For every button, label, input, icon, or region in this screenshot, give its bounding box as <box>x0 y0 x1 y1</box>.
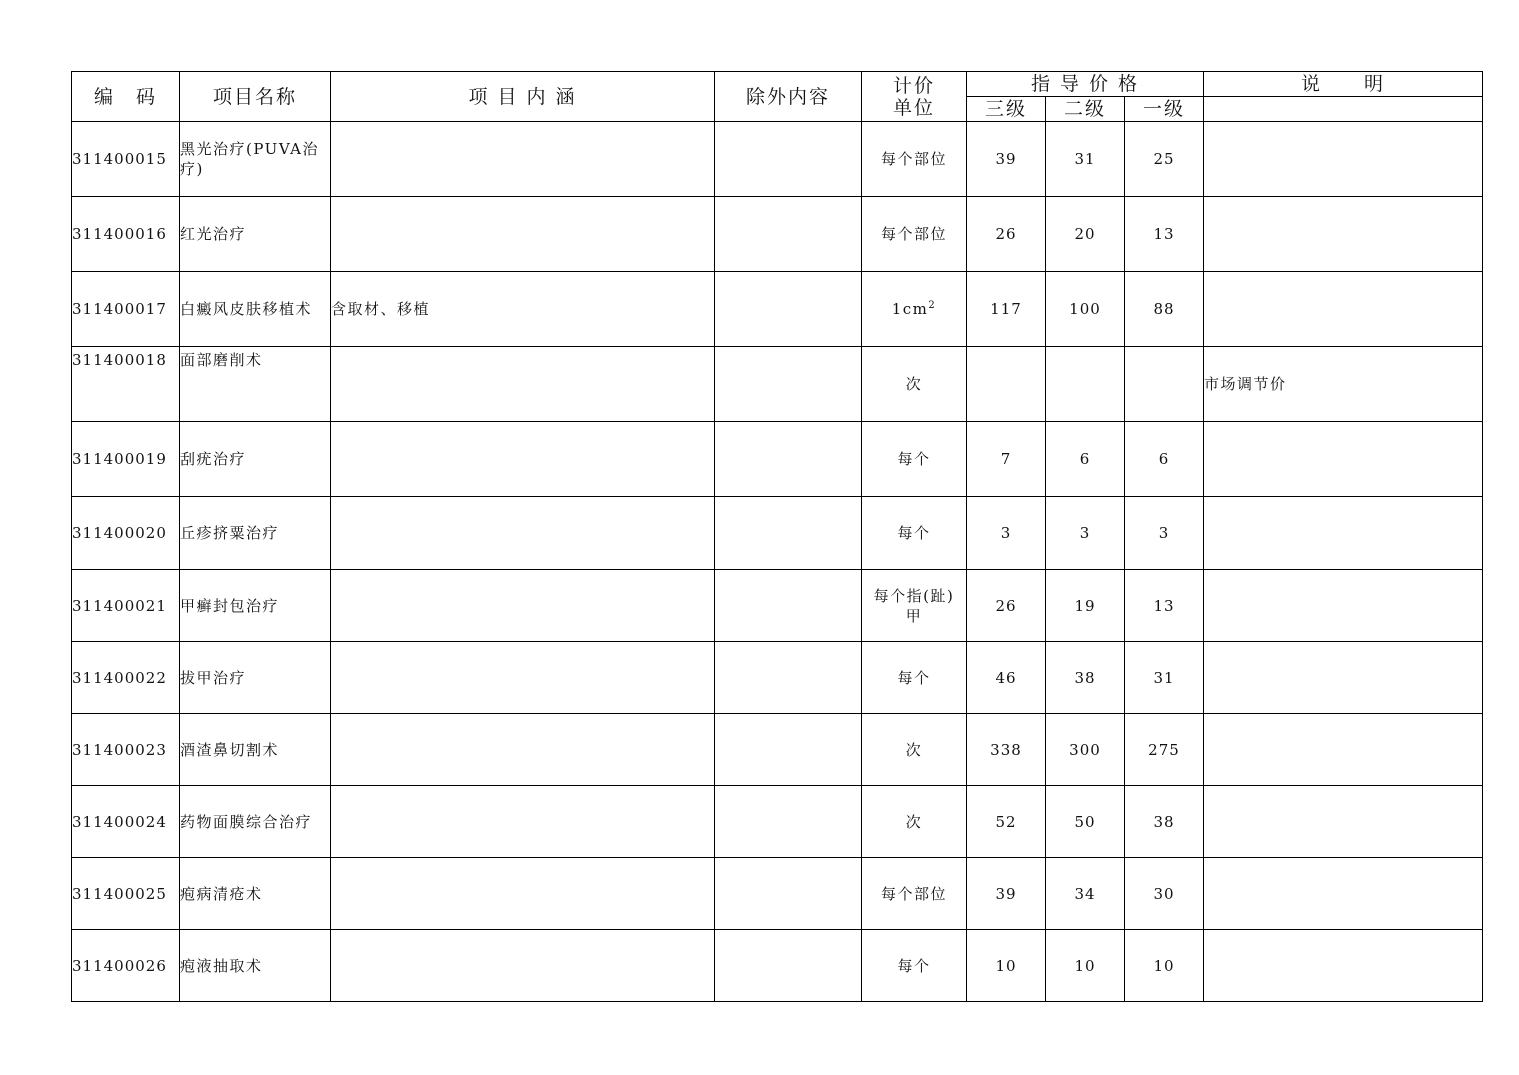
code-cell: 311400025 <box>72 858 180 930</box>
price-level2-cell: 34 <box>1046 858 1125 930</box>
code-cell: 311400022 <box>72 642 180 714</box>
table-body <box>72 122 1483 1002</box>
price-level3-cell: 52 <box>967 786 1046 858</box>
note-cell <box>1204 497 1483 570</box>
code-cell: 311400019 <box>72 422 180 497</box>
price-level1-cell: 88 <box>1125 272 1204 347</box>
header-price-group: 指 导 价 格 <box>967 72 1204 97</box>
price-level3-cell: 39 <box>967 858 1046 930</box>
price-level1-cell <box>1125 347 1204 422</box>
table-row <box>72 858 1483 930</box>
content-cell <box>331 714 715 786</box>
content-cell <box>331 642 715 714</box>
price-level3-cell: 7 <box>967 422 1046 497</box>
code-cell: 311400026 <box>72 930 180 1002</box>
table-row <box>72 422 1483 497</box>
code-cell: 311400021 <box>72 570 180 642</box>
unit-cell: $1cm^2$ <box>862 272 967 347</box>
price-level2-cell: 19 <box>1046 570 1125 642</box>
table-row <box>72 930 1483 1002</box>
content-cell <box>331 497 715 570</box>
price-level1-cell: 30 <box>1125 858 1204 930</box>
header-note-blank <box>1204 97 1483 122</box>
excluded-cell <box>715 570 862 642</box>
unit-cell: 每个部位 <box>862 197 967 272</box>
code-cell: 311400024 <box>72 786 180 858</box>
unit-cell: 每个部位 <box>862 122 967 197</box>
table-row <box>72 642 1483 714</box>
price-level3-cell: 10 <box>967 930 1046 1002</box>
name-cell: 红光治疗 <box>180 197 331 272</box>
price-level2-cell: 100 <box>1046 272 1125 347</box>
name-cell: 酒渣鼻切割术 <box>180 714 331 786</box>
note-cell <box>1204 714 1483 786</box>
price-level1-cell: 31 <box>1125 642 1204 714</box>
content-cell <box>331 422 715 497</box>
header-code: 编 码 <box>72 72 180 122</box>
unit-cell: 每个 <box>862 497 967 570</box>
header-level3: 三级 <box>967 97 1046 122</box>
excluded-cell <box>715 497 862 570</box>
note-cell <box>1204 197 1483 272</box>
note-cell <box>1204 642 1483 714</box>
price-level1-cell: 13 <box>1125 570 1204 642</box>
note-cell <box>1204 272 1483 347</box>
excluded-cell <box>715 197 862 272</box>
unit-cell: 次 <box>862 347 967 422</box>
header-note: 说 明 <box>1204 72 1483 97</box>
unit-cell: 次 <box>862 714 967 786</box>
content-cell <box>331 570 715 642</box>
header-excluded: 除外内容 <box>715 72 862 122</box>
content-cell <box>331 858 715 930</box>
price-level1-cell: 6 <box>1125 422 1204 497</box>
header-level2: 二级 <box>1046 97 1125 122</box>
price-level2-cell: 3 <box>1046 497 1125 570</box>
price-level3-cell: 3 <box>967 497 1046 570</box>
price-level1-cell: 25 <box>1125 122 1204 197</box>
name-cell: 甲癣封包治疗 <box>180 570 331 642</box>
price-level2-cell <box>1046 347 1125 422</box>
table-row <box>72 197 1483 272</box>
note-cell: 市场调节价 <box>1204 347 1483 422</box>
table-row <box>72 786 1483 858</box>
note-cell <box>1204 858 1483 930</box>
content-cell <box>331 197 715 272</box>
unit-cell: 次 <box>862 786 967 858</box>
name-cell: 疱病清疮术 <box>180 858 331 930</box>
price-level2-cell: 6 <box>1046 422 1125 497</box>
header-content: 项 目 内 涵 <box>331 72 715 122</box>
price-level2-cell: 50 <box>1046 786 1125 858</box>
note-cell <box>1204 786 1483 858</box>
note-cell <box>1204 570 1483 642</box>
name-cell: 拔甲治疗 <box>180 642 331 714</box>
table-row <box>72 570 1483 642</box>
name-cell: 药物面膜综合治疗 <box>180 786 331 858</box>
excluded-cell <box>715 422 862 497</box>
unit-cell: 每个指(趾)甲 <box>862 570 967 642</box>
price-level3-cell <box>967 347 1046 422</box>
price-level1-cell: 13 <box>1125 197 1204 272</box>
table-row <box>72 497 1483 570</box>
unit-cell: 每个 <box>862 930 967 1002</box>
excluded-cell <box>715 642 862 714</box>
price-level3-cell: 117 <box>967 272 1046 347</box>
price-level3-cell: 26 <box>967 197 1046 272</box>
name-cell: 疱液抽取术 <box>180 930 331 1002</box>
name-cell: 丘疹挤粟治疗 <box>180 497 331 570</box>
price-level1-cell: 10 <box>1125 930 1204 1002</box>
excluded-cell <box>715 347 862 422</box>
code-cell: 311400017 <box>72 272 180 347</box>
price-level2-cell: 10 <box>1046 930 1125 1002</box>
price-level3-cell: 26 <box>967 570 1046 642</box>
code-cell: 311400015 <box>72 122 180 197</box>
price-level2-cell: 300 <box>1046 714 1125 786</box>
unit-cell: 每个部位 <box>862 858 967 930</box>
table-row <box>72 714 1483 786</box>
price-level2-cell: 20 <box>1046 197 1125 272</box>
table-row <box>72 122 1483 197</box>
price-level1-cell: 275 <box>1125 714 1204 786</box>
name-cell: 刮疣治疗 <box>180 422 331 497</box>
excluded-cell <box>715 714 862 786</box>
price-level1-cell: 38 <box>1125 786 1204 858</box>
content-cell: 含取材、移植 <box>331 272 715 347</box>
price-table <box>71 71 1483 1002</box>
content-cell <box>331 786 715 858</box>
code-cell: 311400018 <box>72 347 180 422</box>
price-level2-cell: 38 <box>1046 642 1125 714</box>
table-row <box>72 347 1483 422</box>
note-cell <box>1204 422 1483 497</box>
name-cell: 黑光治疗(PUVA治疗) <box>180 122 331 197</box>
header-unit: 计价 单位 <box>862 72 967 122</box>
content-cell <box>331 347 715 422</box>
note-cell <box>1204 122 1483 197</box>
code-cell: 311400016 <box>72 197 180 272</box>
excluded-cell <box>715 272 862 347</box>
content-cell <box>331 122 715 197</box>
code-cell: 311400020 <box>72 497 180 570</box>
excluded-cell <box>715 786 862 858</box>
code-cell: 311400023 <box>72 714 180 786</box>
price-level3-cell: 338 <box>967 714 1046 786</box>
header-level1: 一级 <box>1125 97 1204 122</box>
name-cell: 面部磨削术 <box>180 347 331 422</box>
price-level3-cell: 46 <box>967 642 1046 714</box>
unit-cell: 每个 <box>862 642 967 714</box>
note-cell <box>1204 930 1483 1002</box>
unit-superscript: 2 <box>928 300 937 311</box>
price-level3-cell: 39 <box>967 122 1046 197</box>
table-row <box>72 272 1483 347</box>
name-cell: 白癜风皮肤移植术 <box>180 272 331 347</box>
excluded-cell <box>715 930 862 1002</box>
excluded-cell <box>715 858 862 930</box>
content-cell <box>331 930 715 1002</box>
price-level2-cell: 31 <box>1046 122 1125 197</box>
excluded-cell <box>715 122 862 197</box>
unit-cell: 每个 <box>862 422 967 497</box>
header-name: 项目名称 <box>180 72 331 122</box>
price-level1-cell: 3 <box>1125 497 1204 570</box>
